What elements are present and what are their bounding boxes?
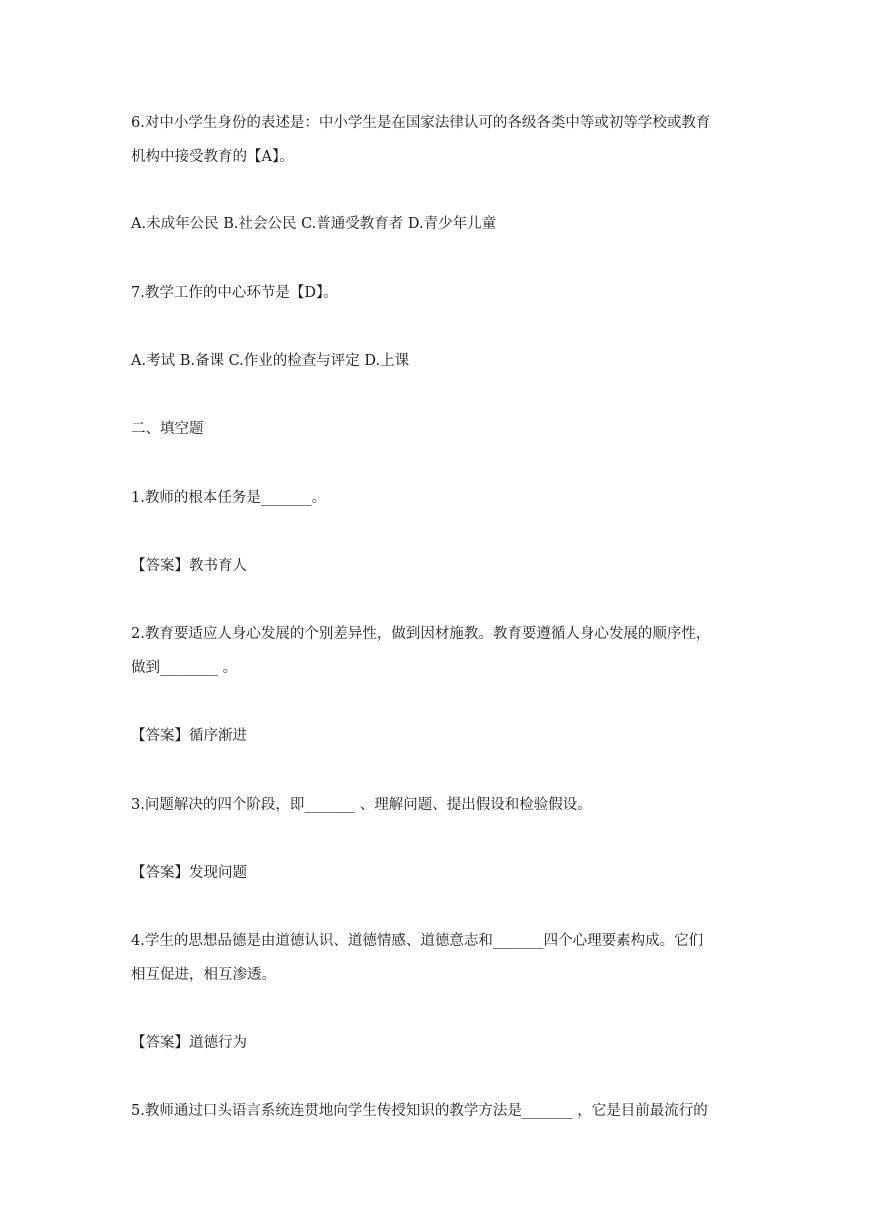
section-heading: 二、填空题 bbox=[131, 421, 204, 437]
fill5-question-line1: 5.教师通过口头语言系统连贯地向学生传授知识的教学方法是_______ ，它是目前最流行的 bbox=[131, 1103, 708, 1119]
q6-text-line2: 机构中接受教育的【A】。 bbox=[131, 149, 294, 165]
fill2-question-line2: 做到________ 。 bbox=[131, 660, 238, 676]
fill4-question-line1: 4.学生的思想品德是由道德认识、道德情感、道德意志和_______四个心理要素构成。它们 bbox=[131, 933, 704, 949]
fill2-question-line1: 2.教育要适应人身心发展的个别差异性，做到因材施教。教育要遵循人身心发展的顺序性， bbox=[131, 626, 711, 642]
fill3-answer: 【答案】发现问题 bbox=[131, 865, 247, 881]
q7-text: 7.教学工作的中心环节是【D】。 bbox=[131, 285, 338, 301]
fill2-answer: 【答案】循序渐进 bbox=[131, 728, 247, 744]
q6-text-line1: 6.对中小学生身份的表述是：中小学生是在国家法律认可的各级各类中等或初等学校或教育 bbox=[131, 115, 711, 131]
fill1-answer: 【答案】教书育人 bbox=[131, 558, 247, 574]
fill4-answer: 【答案】道德行为 bbox=[131, 1035, 247, 1051]
fill4-question-line2: 相互促进，相互渗透。 bbox=[131, 967, 276, 983]
fill3-question: 3.问题解决的四个阶段，即_______ 、理解问题、提出假设和检验假设。 bbox=[131, 797, 592, 813]
fill1-question: 1.教师的根本任务是_______。 bbox=[131, 490, 327, 506]
q6-options: A.未成年公民 B.社会公民 C.普通受教育者 D.青少年儿童 bbox=[131, 216, 497, 232]
q7-options: A.考试 B.备课 C.作业的检查与评定 D.上课 bbox=[131, 353, 410, 369]
